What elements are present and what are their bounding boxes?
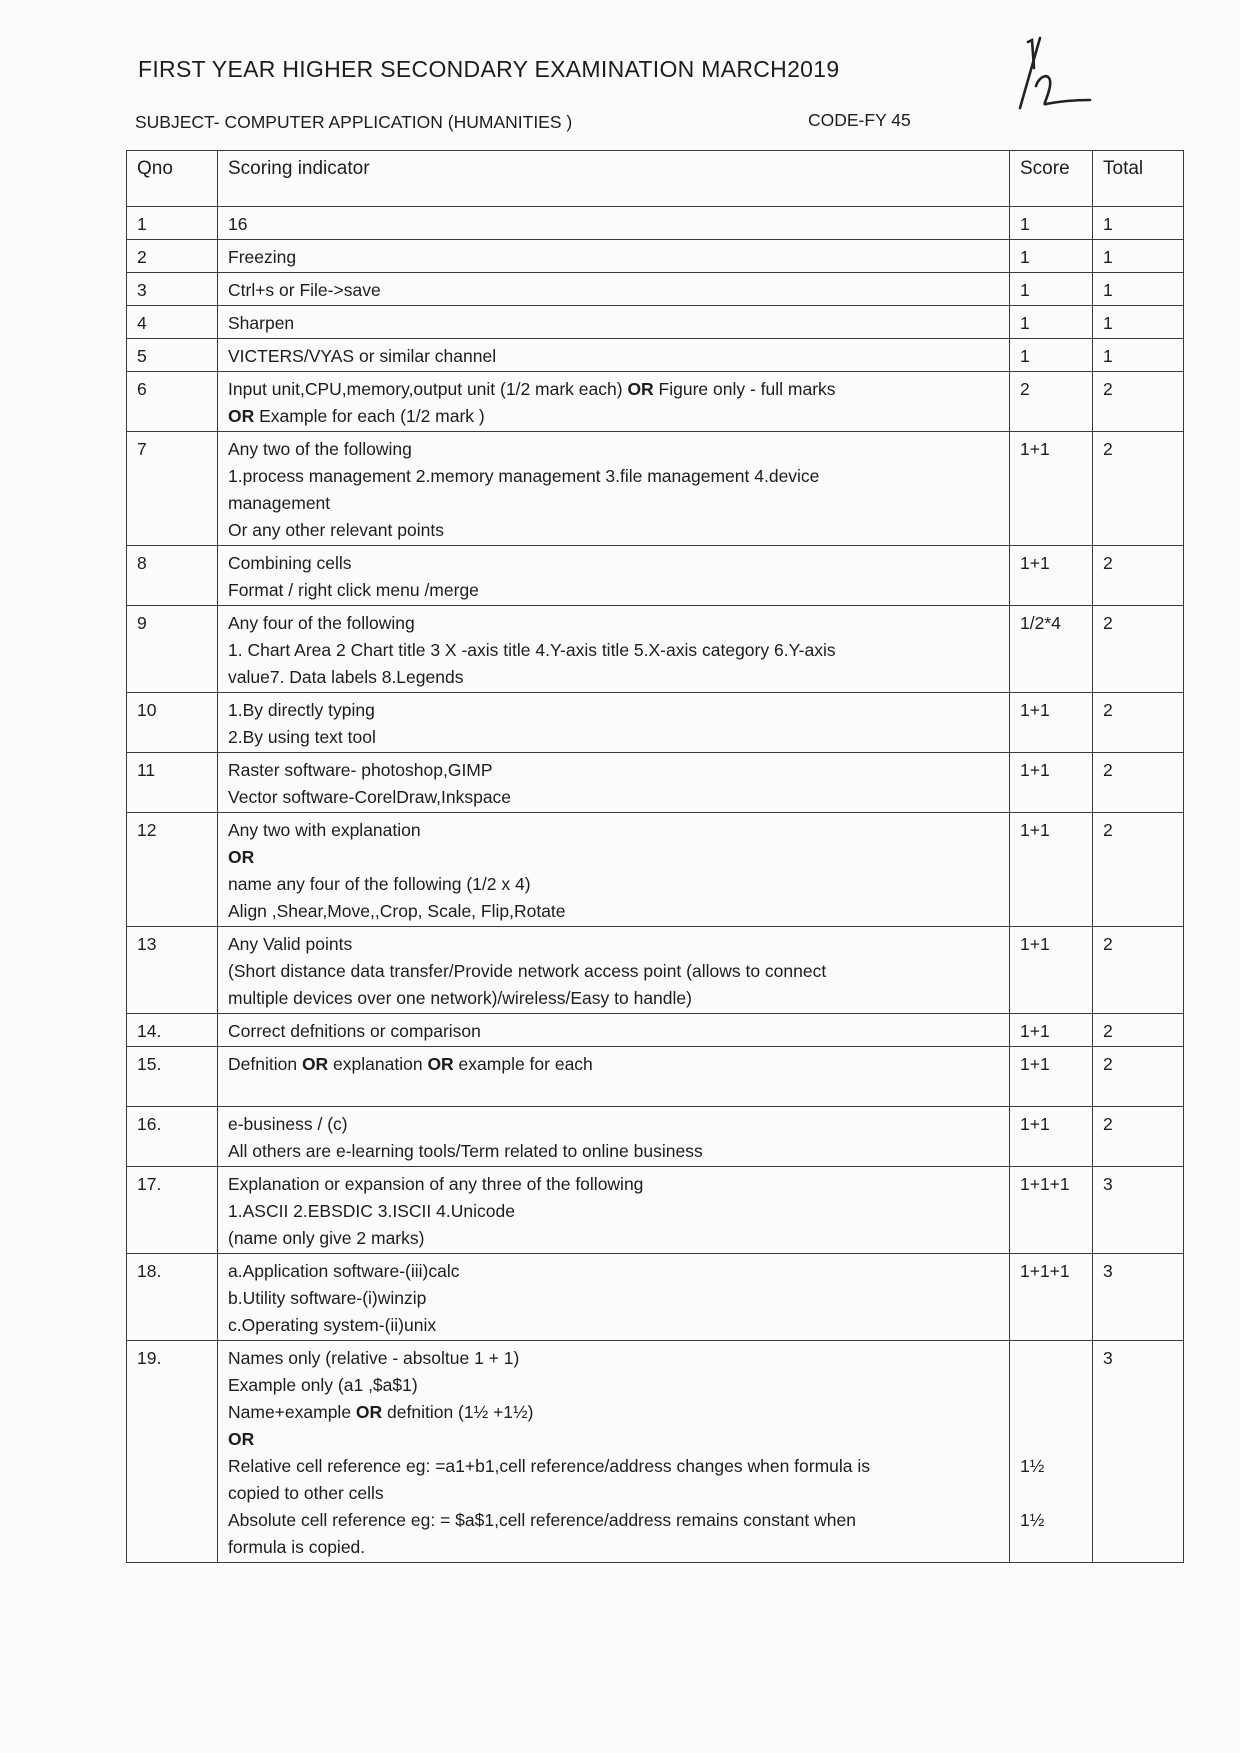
indicator-line: Sharpen <box>228 313 295 333</box>
total: 2 <box>1093 432 1184 546</box>
indicator-line: a.Application software-(iii)calc <box>228 1261 460 1281</box>
qno: 7 <box>127 432 218 546</box>
score-relative: 1½ <box>1020 1456 1045 1476</box>
indicator <box>218 693 1010 753</box>
indicator-line: Freezing <box>228 247 297 267</box>
text-run: Example for each (1/2 mark ) <box>254 406 485 426</box>
spacer <box>1020 1399 1082 1426</box>
indicator-line: e-business / (c) <box>228 1114 348 1134</box>
table-row <box>127 1167 1184 1254</box>
indicator-line: Names only (relative - absoltue 1 + 1) <box>228 1348 520 1368</box>
indicator-line: copied to other cells <box>228 1483 384 1503</box>
spacer <box>1020 1426 1082 1453</box>
score: 1 <box>1010 240 1093 273</box>
table-row <box>127 753 1184 813</box>
qno: 15. <box>127 1047 218 1107</box>
indicator-line: Raster software- photoshop,GIMP <box>228 760 493 780</box>
indicator <box>218 1341 1010 1563</box>
total: 2 <box>1093 546 1184 606</box>
score: 1+1 <box>1010 927 1093 1014</box>
indicator-line: (Short distance data transfer/Provide network access point (allows to connect <box>228 961 827 981</box>
total: 2 <box>1093 693 1184 753</box>
score: 1+1 <box>1010 813 1093 927</box>
table-row <box>127 813 1184 927</box>
indicator-line: b.Utility software-(i)winzip <box>228 1288 427 1308</box>
indicator <box>218 927 1010 1014</box>
qno: 6 <box>127 372 218 432</box>
indicator-line: Absolute cell reference eg: = $a$1,cell reference/address remains constant when <box>228 1510 856 1530</box>
score: 1 <box>1010 339 1093 372</box>
scoring-table <box>126 150 1184 1563</box>
total: 3 <box>1093 1254 1184 1341</box>
table-row <box>127 693 1184 753</box>
table-row <box>127 339 1184 372</box>
indicator <box>218 1107 1010 1167</box>
text-run: Defnition <box>228 1054 302 1074</box>
spacer <box>1020 1345 1082 1372</box>
table-row <box>127 1254 1184 1341</box>
indicator-line: 1.process management 2.memory management 3.file management 4.device <box>228 466 820 486</box>
score: 1/2*4 <box>1010 606 1093 693</box>
score: 1+1 <box>1010 753 1093 813</box>
score: 1+1 <box>1010 546 1093 606</box>
total: 1 <box>1093 207 1184 240</box>
qno: 3 <box>127 273 218 306</box>
table-row <box>127 432 1184 546</box>
score <box>1010 1341 1093 1563</box>
table-row <box>127 546 1184 606</box>
indicator-line: Align ,Shear,Move,,Crop, Scale, Flip,Rotate <box>228 901 566 921</box>
table-row <box>127 207 1184 240</box>
score: 1+1+1 <box>1010 1254 1093 1341</box>
or-keyword: OR <box>355 1402 383 1422</box>
qno: 2 <box>127 240 218 273</box>
indicator <box>218 240 1010 273</box>
indicator <box>218 1254 1010 1341</box>
indicator <box>218 372 1010 432</box>
text-run: Input unit,CPU,memory,output unit (1/2 mark each) <box>228 379 628 399</box>
indicator <box>218 273 1010 306</box>
indicator-line: (name only give 2 marks) <box>228 1228 425 1248</box>
spacer <box>1020 1372 1082 1399</box>
indicator-line: Any two of the following <box>228 439 412 459</box>
indicator-line <box>228 1051 999 1078</box>
indicator <box>218 606 1010 693</box>
qno: 5 <box>127 339 218 372</box>
indicator-line: 16 <box>228 214 248 234</box>
indicator <box>218 1014 1010 1047</box>
total: 2 <box>1093 1014 1184 1047</box>
total: 1 <box>1093 306 1184 339</box>
indicator <box>218 1167 1010 1254</box>
total: 1 <box>1093 273 1184 306</box>
total: 2 <box>1093 753 1184 813</box>
indicator-line: 1.By directly typing <box>228 700 375 720</box>
qno: 4 <box>127 306 218 339</box>
exam-code: CODE-FY 45 <box>808 110 911 130</box>
or-keyword: OR <box>228 1429 255 1449</box>
text-run: example for each <box>453 1054 593 1074</box>
indicator-line: Example only (a1 ,$a$1) <box>228 1375 418 1395</box>
or-keyword: OR <box>427 1054 454 1074</box>
indicator <box>218 813 1010 927</box>
indicator-line: Ctrl+s or File->save <box>228 280 381 300</box>
indicator <box>218 339 1010 372</box>
qno: 16. <box>127 1107 218 1167</box>
indicator <box>218 432 1010 546</box>
handwritten-page-mark <box>1010 28 1100 118</box>
total: 2 <box>1093 927 1184 1014</box>
spacer <box>228 1078 999 1105</box>
exam-title: FIRST YEAR HIGHER SECONDARY EXAMINATION MARCH2019 <box>138 56 840 82</box>
table-row <box>127 372 1184 432</box>
or-keyword: OR <box>228 406 255 426</box>
table-row <box>127 1107 1184 1167</box>
indicator-line: All others are e-learning tools/Term related to online business <box>228 1141 703 1161</box>
indicator-line: Vector software-CorelDraw,Inkspace <box>228 787 512 807</box>
indicator-line: formula is copied. <box>228 1537 366 1557</box>
or-keyword: OR <box>301 1054 329 1074</box>
total: 1 <box>1093 240 1184 273</box>
indicator-line: Combining cells <box>228 553 352 573</box>
col-header-score: Score <box>1010 151 1093 207</box>
total: 1 <box>1093 339 1184 372</box>
col-header-indicator: Scoring indicator <box>218 151 1010 207</box>
or-keyword: OR <box>627 379 654 399</box>
qno: 17. <box>127 1167 218 1254</box>
indicator-line: 1. Chart Area 2 Chart title 3 X -axis title 4.Y-axis title 5.X-axis category 6.Y-axis <box>228 640 836 660</box>
total: 3 <box>1093 1341 1184 1563</box>
spacer <box>1020 1480 1082 1507</box>
text-run: Figure only - full marks <box>653 379 836 399</box>
table-row <box>127 1014 1184 1047</box>
qno: 13 <box>127 927 218 1014</box>
indicator-line: Any four of the following <box>228 613 415 633</box>
qno: 8 <box>127 546 218 606</box>
col-header-total: Total <box>1093 151 1184 207</box>
qno: 12 <box>127 813 218 927</box>
indicator-line: Explanation or expansion of any three of the following <box>228 1174 644 1194</box>
table-row <box>127 606 1184 693</box>
indicator-line: value7. Data labels 8.Legends <box>228 667 464 687</box>
indicator-line: 1.ASCII 2.EBSDIC 3.ISCII 4.Unicode <box>228 1201 515 1221</box>
qno: 1 <box>127 207 218 240</box>
table-row <box>127 1341 1184 1563</box>
indicator-line <box>228 1399 999 1426</box>
table-row <box>127 273 1184 306</box>
indicator-line: Format / right click menu /merge <box>228 580 479 600</box>
indicator <box>218 306 1010 339</box>
indicator-line <box>228 403 999 430</box>
total: 2 <box>1093 606 1184 693</box>
indicator-line: 2.By using text tool <box>228 727 376 747</box>
indicator-line: Any Valid points <box>228 934 353 954</box>
indicator <box>218 546 1010 606</box>
qno: 18. <box>127 1254 218 1341</box>
score: 1+1 <box>1010 1047 1093 1107</box>
qno: 19. <box>127 1341 218 1563</box>
qno: 10 <box>127 693 218 753</box>
score: 1 <box>1010 207 1093 240</box>
score: 1+1 <box>1010 693 1093 753</box>
indicator-line: VICTERS/VYAS or similar channel <box>228 346 497 366</box>
text-run: defnition (1½ +1½) <box>382 1402 534 1422</box>
score-absolute: 1½ <box>1020 1510 1045 1530</box>
text-run: Name+example <box>228 1402 356 1422</box>
total: 2 <box>1093 813 1184 927</box>
col-header-qno: Qno <box>127 151 218 207</box>
qno: 11 <box>127 753 218 813</box>
table-header-row <box>127 151 1184 207</box>
indicator-line: multiple devices over one network)/wireless/Easy to handle) <box>228 988 692 1008</box>
score: 1+1 <box>1010 1107 1093 1167</box>
total: 2 <box>1093 372 1184 432</box>
indicator <box>218 207 1010 240</box>
score: 1 <box>1010 306 1093 339</box>
score: 1+1+1 <box>1010 1167 1093 1254</box>
total: 3 <box>1093 1167 1184 1254</box>
or-keyword: OR <box>228 847 255 867</box>
subject-label: SUBJECT- COMPUTER APPLICATION (HUMANITIES ) <box>135 112 573 132</box>
score: 1+1 <box>1010 432 1093 546</box>
indicator-line: Any two with explanation <box>228 820 421 840</box>
indicator-line: name any four of the following (1/2 x 4) <box>228 874 531 894</box>
indicator-line: Correct defnitions or comparison <box>228 1021 481 1041</box>
qno: 9 <box>127 606 218 693</box>
total: 2 <box>1093 1107 1184 1167</box>
text-run: explanation <box>328 1054 428 1074</box>
indicator-line: Or any other relevant points <box>228 520 444 540</box>
indicator <box>218 1047 1010 1107</box>
score: 1+1 <box>1010 1014 1093 1047</box>
table-row <box>127 1047 1184 1107</box>
indicator-line: c.Operating system-(ii)unix <box>228 1315 437 1335</box>
table-row <box>127 306 1184 339</box>
indicator-line: Relative cell reference eg: =a1+b1,cell reference/address changes when formula is <box>228 1456 871 1476</box>
indicator <box>218 753 1010 813</box>
indicator-line: management <box>228 493 331 513</box>
total: 2 <box>1093 1047 1184 1107</box>
table-row <box>127 927 1184 1014</box>
score: 1 <box>1010 273 1093 306</box>
table-row <box>127 240 1184 273</box>
qno: 14. <box>127 1014 218 1047</box>
score: 2 <box>1010 372 1093 432</box>
indicator-line <box>228 376 999 403</box>
